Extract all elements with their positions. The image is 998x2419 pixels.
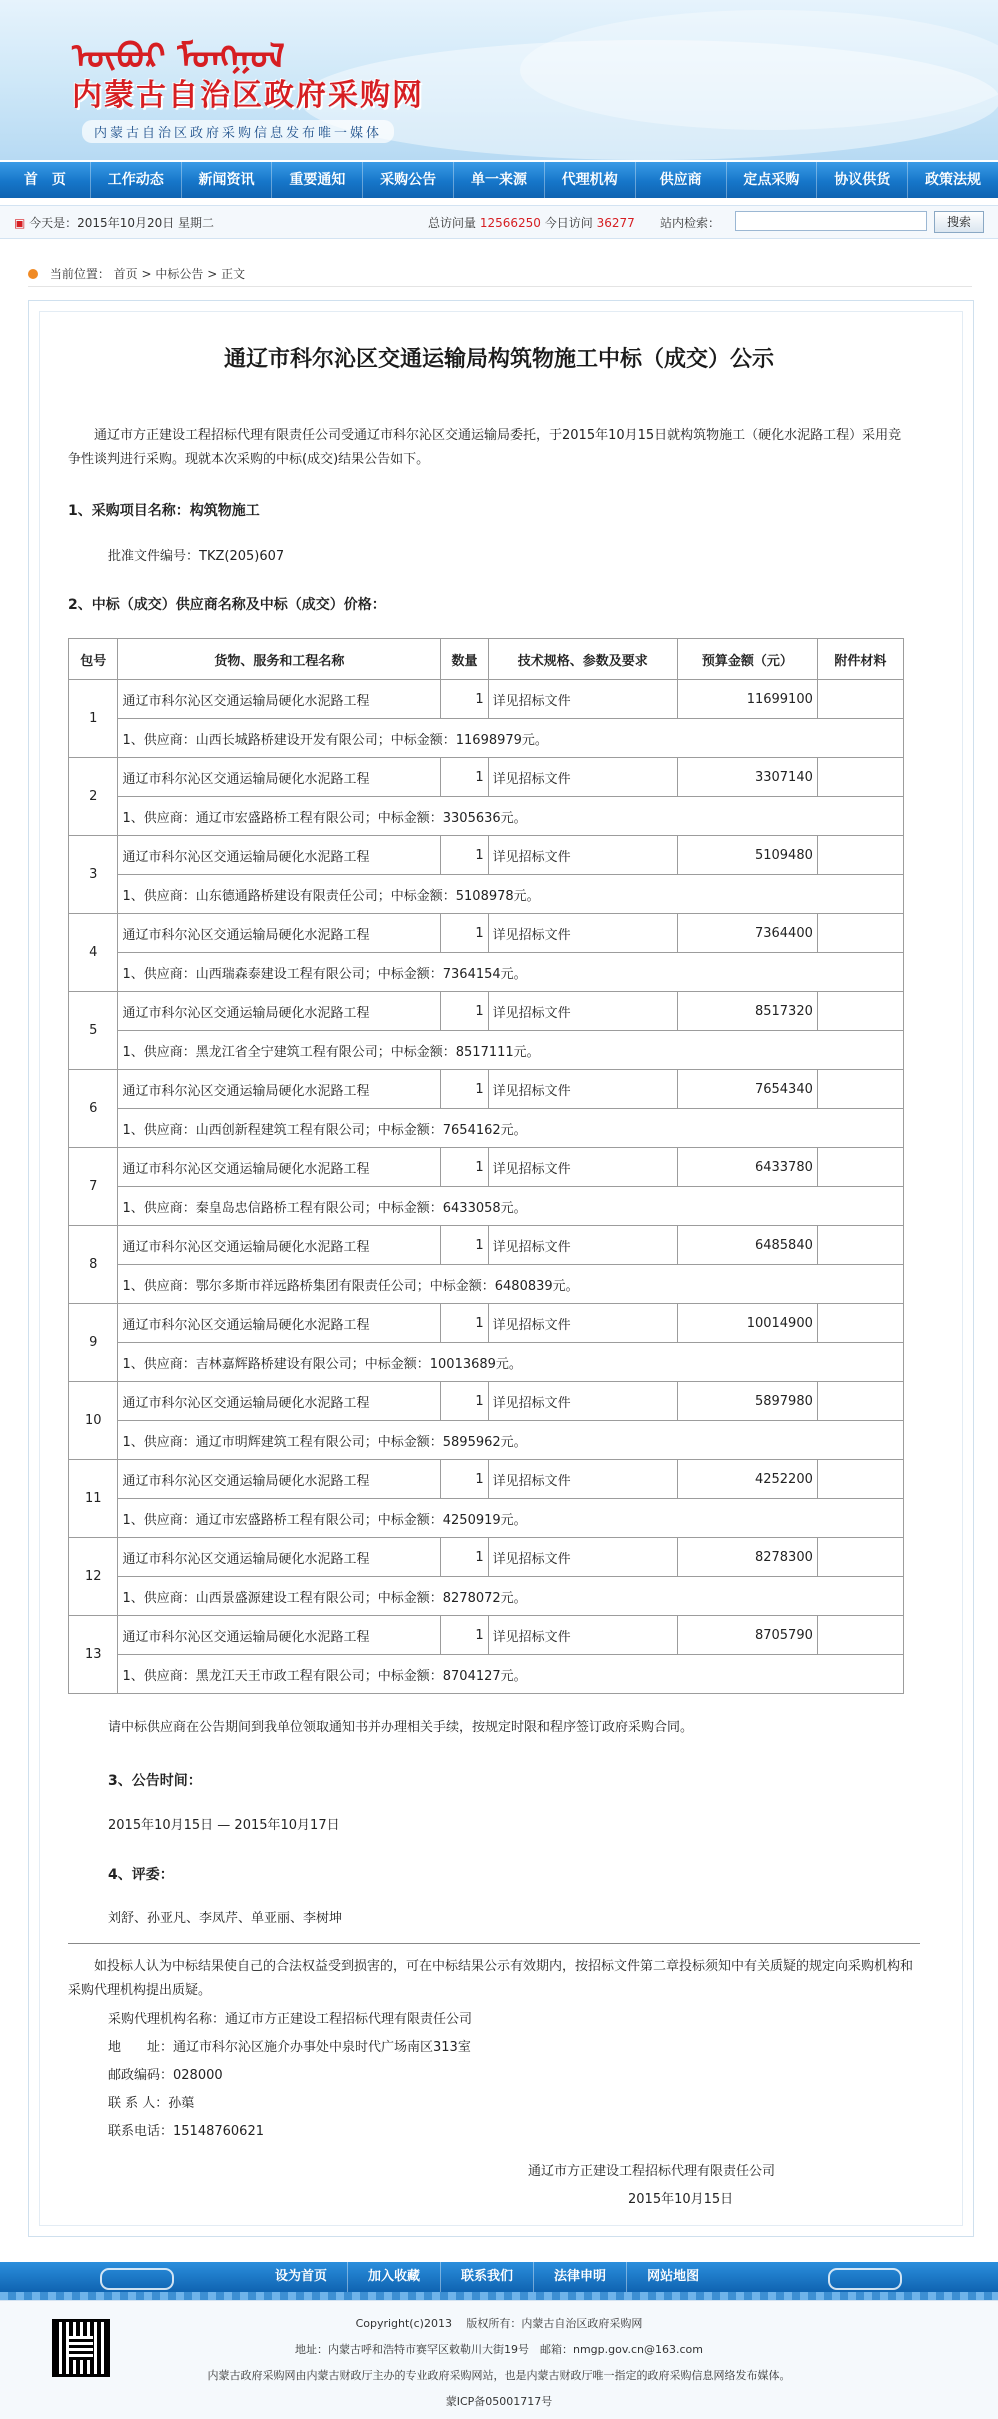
nav-item-work[interactable]: 工作动态 <box>91 162 182 198</box>
budget-cell: 7654340 <box>678 1070 818 1109</box>
project-name-cell: 通辽市科尔沁区交通运输局硬化水泥路工程 <box>118 680 441 719</box>
supplier-result-cell: 1、供应商：山西创新程建筑工程有限公司；中标金额：7654162元。 <box>118 1109 904 1148</box>
budget-cell: 10014900 <box>678 1304 818 1343</box>
footer-links <box>255 2262 719 2292</box>
quantity-cell: 1 <box>441 1304 488 1343</box>
supplier-result-cell: 1、供应商：秦皇岛忠信路桥工程有限公司；中标金额：6433058元。 <box>118 1187 904 1226</box>
breadcrumb-category[interactable]: 中标公告 <box>155 267 204 281</box>
spec-cell: 详见招标文件 <box>488 1304 677 1343</box>
budget-cell: 6433780 <box>678 1148 818 1187</box>
table-row <box>69 1109 904 1148</box>
announcement-period: 2015年10月15日 — 2015年10月17日 <box>108 1818 340 1833</box>
spec-cell: 详见招标文件 <box>488 1616 677 1655</box>
spec-cell: 详见招标文件 <box>488 1382 677 1421</box>
budget-cell: 5897980 <box>678 1382 818 1421</box>
table-row <box>69 875 904 914</box>
visit-counter: 总访问量 12566250 今日访问 36277 <box>428 216 635 230</box>
spec-cell: 详见招标文件 <box>488 1148 677 1187</box>
project-name-cell: 通辽市科尔沁区交通运输局硬化水泥路工程 <box>118 836 441 875</box>
footer-link-sitemap[interactable]: 网站地图 <box>647 2269 700 2284</box>
quantity-cell: 1 <box>441 1148 488 1187</box>
table-row <box>69 836 904 875</box>
spec-cell: 详见招标文件 <box>488 1538 677 1577</box>
spec-cell: 详见招标文件 <box>488 1070 677 1109</box>
footer-link-favorite[interactable]: 加入收藏 <box>348 2262 441 2292</box>
search-input[interactable] <box>735 211 927 231</box>
nav-item-single-source[interactable]: 单一来源 <box>454 162 545 198</box>
package-number-cell: 7 <box>69 1148 118 1226</box>
project-name-cell: 通辽市科尔沁区交通运输局硬化水泥路工程 <box>118 1304 441 1343</box>
spec-cell: 详见招标文件 <box>488 1460 677 1499</box>
budget-cell: 11699100 <box>678 680 818 719</box>
project-name-cell: 通辽市科尔沁区交通运输局硬化水泥路工程 <box>118 1382 441 1421</box>
table-row <box>69 1304 904 1343</box>
quantity-cell: 1 <box>441 1460 488 1499</box>
table-row <box>69 1031 904 1070</box>
breadcrumb: 当前位置： 首页 > 中标公告 > 正文 <box>28 265 245 282</box>
budget-cell: 3307140 <box>678 758 818 797</box>
nav-item-agreement[interactable]: 协议供货 <box>817 162 908 198</box>
quantity-cell: 1 <box>441 992 488 1031</box>
nav-item-news[interactable]: 新闻资讯 <box>182 162 273 198</box>
table-row <box>69 1226 904 1265</box>
nav-item-home[interactable]: 首 页 <box>0 162 91 198</box>
footer-address: 地址：内蒙古呼和浩特市赛罕区敕勒川大街19号 邮箱：nmgp.gov.cn@163.com <box>294 2343 703 2356</box>
attachment-cell[interactable] <box>817 914 903 953</box>
table-row <box>69 1343 904 1382</box>
col-header-spec: 技术规格、参数及要求 <box>488 639 677 680</box>
col-header-name: 货物、服务和工程名称 <box>118 639 441 680</box>
section-2-heading: 2、中标（成交）供应商名称及中标（成交）价格： <box>68 597 386 613</box>
table-row <box>69 1577 904 1616</box>
footer-copyright: Copyright(c)2013 版权所有：内蒙古自治区政府采购网 <box>355 2317 643 2330</box>
col-header-budget: 预算金额（元） <box>678 639 818 680</box>
search-label: 站内检索： <box>660 216 721 230</box>
budget-cell: 6485840 <box>678 1226 818 1265</box>
package-number-cell: 5 <box>69 992 118 1070</box>
footer-pattern-strip <box>0 2292 998 2300</box>
breadcrumb-separator: > <box>141 267 156 281</box>
footer-link-set-home[interactable]: 设为首页 <box>255 2262 348 2292</box>
attachment-cell[interactable] <box>817 1304 903 1343</box>
header-decoration <box>520 10 998 130</box>
calendar-icon: ▣ <box>14 216 30 230</box>
attachment-cell[interactable] <box>817 1538 903 1577</box>
nav-item-purchase[interactable]: 采购公告 <box>363 162 454 198</box>
judges-list: 刘舒、孙亚凡、李凤芹、单亚丽、李树坤 <box>108 1911 343 1926</box>
agency-name: 采购代理机构名称：通辽市方正建设工程招标代理有限责任公司 <box>108 2012 473 2027</box>
project-name-cell: 通辽市科尔沁区交通运输局硬化水泥路工程 <box>118 1148 441 1187</box>
quantity-cell: 1 <box>441 914 488 953</box>
agency-phone: 联系电话：15148760621 <box>108 2124 264 2139</box>
supplier-result-cell: 1、供应商：山西景盛源建设工程有限公司；中标金额：8278072元。 <box>118 1577 904 1616</box>
supplier-result-cell: 1、供应商：山西瑞森泰建设工程有限公司；中标金额：7364154元。 <box>118 953 904 992</box>
spec-cell: 详见招标文件 <box>488 758 677 797</box>
table-row <box>69 1655 904 1694</box>
budget-cell: 5109480 <box>678 836 818 875</box>
signature-date: 2015年10月15日 <box>628 2192 734 2207</box>
section-4-heading: 4、评委： <box>108 1867 174 1883</box>
quantity-cell: 1 <box>441 1538 488 1577</box>
table-row <box>69 1616 904 1655</box>
project-name-cell: 通辽市科尔沁区交通运输局硬化水泥路工程 <box>118 1616 441 1655</box>
table-row <box>69 1070 904 1109</box>
agency-postcode: 邮政编码：028000 <box>108 2068 223 2083</box>
section-1-heading: 1、采购项目名称：构筑物施工 <box>68 503 260 519</box>
attachment-cell[interactable] <box>817 1382 903 1421</box>
info-bar <box>0 205 998 239</box>
budget-cell: 8517320 <box>678 992 818 1031</box>
budget-cell: 8278300 <box>678 1538 818 1577</box>
table-row <box>69 680 904 719</box>
project-name-cell: 通辽市科尔沁区交通运输局硬化水泥路工程 <box>118 758 441 797</box>
agency-address: 地 址：通辽市科尔沁区施介办事处中泉时代广场南区313室 <box>108 2040 471 2055</box>
supplier-result-cell: 1、供应商：黑龙江天王市政工程有限公司；中标金额：8704127元。 <box>118 1655 904 1694</box>
table-row <box>69 1499 904 1538</box>
col-header-qty: 数量 <box>441 639 488 680</box>
project-name-cell: 通辽市科尔沁区交通运输局硬化水泥路工程 <box>118 1538 441 1577</box>
bid-results-table <box>68 638 904 1694</box>
package-number-cell: 4 <box>69 914 118 992</box>
package-number-cell: 13 <box>69 1616 118 1694</box>
table-row <box>69 953 904 992</box>
breadcrumb-separator: > <box>207 267 222 281</box>
spec-cell: 详见招标文件 <box>488 680 677 719</box>
package-number-cell: 12 <box>69 1538 118 1616</box>
table-row <box>69 992 904 1031</box>
breadcrumb-current: 正文 <box>221 267 246 281</box>
table-row <box>69 797 904 836</box>
breadcrumb-home[interactable]: 首页 <box>113 267 138 281</box>
budget-cell: 8705790 <box>678 1616 818 1655</box>
site-subtitle: 内蒙古自治区政府采购信息发布唯一媒体 <box>82 120 394 143</box>
divider <box>28 286 972 287</box>
supplier-result-cell: 1、供应商：山东德通路桥建设有限责任公司；中标金额：5108978元。 <box>118 875 904 914</box>
nav-item-notice[interactable]: 重要通知 <box>272 162 363 198</box>
attachment-cell[interactable] <box>817 1226 903 1265</box>
table-row <box>69 1382 904 1421</box>
site-footer <box>0 2300 998 2419</box>
table-body <box>69 680 904 1694</box>
quantity-cell: 1 <box>441 680 488 719</box>
project-name-cell: 通辽市科尔沁区交通运输局硬化水泥路工程 <box>118 1460 441 1499</box>
table-row <box>69 758 904 797</box>
approval-number: 批准文件编号：TKZ(205)607 <box>108 549 285 564</box>
package-number-cell: 3 <box>69 836 118 914</box>
location-icon <box>28 269 38 279</box>
package-number-cell: 10 <box>69 1382 118 1460</box>
attachment-cell[interactable] <box>817 758 903 797</box>
attachment-cell[interactable] <box>817 1148 903 1187</box>
search-button[interactable]: 搜索 <box>934 211 984 233</box>
site-title[interactable]: 内蒙古自治区政府采购网 <box>72 78 424 113</box>
today-date: ▣ 今天是：2015年10月20日 星期二 <box>14 216 215 230</box>
footer-statement: 内蒙古政府采购网由内蒙古财政厅主办的专业政府采购网站，也是内蒙古财政厅唯一指定的政府采购信息网络发布媒体。 <box>207 2369 791 2382</box>
agency-contact: 联 系 人：孙蕖 <box>108 2096 195 2111</box>
footer-link-contact[interactable]: 联系我们 <box>441 2262 534 2292</box>
table-row <box>69 1148 904 1187</box>
nav-item-policy[interactable]: 政策法规 <box>925 172 982 188</box>
table-row <box>69 1265 904 1304</box>
package-number-cell: 11 <box>69 1460 118 1538</box>
col-header-package: 包号 <box>69 639 118 680</box>
quantity-cell: 1 <box>441 836 488 875</box>
quantity-cell: 1 <box>441 1226 488 1265</box>
budget-cell: 7364400 <box>678 914 818 953</box>
attachment-cell[interactable] <box>817 680 903 719</box>
quantity-cell: 1 <box>441 758 488 797</box>
nav-item-supplier[interactable]: 供应商 <box>636 162 727 198</box>
table-row <box>69 719 904 758</box>
project-name-cell: 通辽市科尔沁区交通运输局硬化水泥路工程 <box>118 914 441 953</box>
package-number-cell: 1 <box>69 680 118 758</box>
section-3-heading: 3、公告时间： <box>108 1773 202 1789</box>
footer-link-legal[interactable]: 法律申明 <box>534 2262 627 2292</box>
divider <box>68 1943 920 1944</box>
footer-nav <box>0 2262 998 2292</box>
supplier-result-cell: 1、供应商：山西长城路桥建设开发有限公司；中标金额：11698979元。 <box>118 719 904 758</box>
table-row <box>69 1538 904 1577</box>
project-name-cell: 通辽市科尔沁区交通运输局硬化水泥路工程 <box>118 1226 441 1265</box>
nav-item-agency[interactable]: 代理机构 <box>545 162 636 198</box>
spec-cell: 详见招标文件 <box>488 1226 677 1265</box>
quantity-cell: 1 <box>441 1382 488 1421</box>
spec-cell: 详见招标文件 <box>488 914 677 953</box>
table-row <box>69 1187 904 1226</box>
table-header-row <box>69 639 904 680</box>
project-name-cell: 通辽市科尔沁区交通运输局硬化水泥路工程 <box>118 992 441 1031</box>
main-nav <box>0 162 998 198</box>
package-number-cell: 8 <box>69 1226 118 1304</box>
quantity-cell: 1 <box>441 1616 488 1655</box>
spec-cell: 详见招标文件 <box>488 836 677 875</box>
supplier-result-cell: 1、供应商：鄂尔多斯市祥远路桥集团有限责任公司；中标金额：6480839元。 <box>118 1265 904 1304</box>
attachment-cell[interactable] <box>817 836 903 875</box>
table-row <box>69 1421 904 1460</box>
supplier-result-cell: 1、供应商：通辽市宏盛路桥工程有限公司；中标金额：3305636元。 <box>118 797 904 836</box>
attachment-cell[interactable] <box>817 1616 903 1655</box>
budget-cell: 4252200 <box>678 1460 818 1499</box>
winner-notice: 请中标供应商在公告期间到我单位领取通知书并办理相关手续，按规定时限和程序签订政府采购合同。 <box>108 1720 694 1735</box>
attachment-cell[interactable] <box>817 1070 903 1109</box>
table-row <box>69 1460 904 1499</box>
supplier-result-cell: 1、供应商：黑龙江省全宁建筑工程有限公司；中标金额：8517111元。 <box>118 1031 904 1070</box>
mongolian-logo-text: ᠦᠪᠦᠷ ᠮᠣᠩᠭᠣᠯ <box>72 37 285 77</box>
cloud-ornament-icon <box>100 2268 174 2290</box>
site-header <box>0 0 998 160</box>
supplier-result-cell: 1、供应商：吉林嘉辉路桥建设有限公司；中标金额：10013689元。 <box>118 1343 904 1382</box>
article-intro: 通辽市方正建设工程招标代理有限责任公司受通辽市科尔沁区交通运输局委托，于2015年10月15日就构筑物施工（硬化水泥路工程）采用竞争性谈判进行采购。现就本次采购的中标(成交)结果公告如下。 <box>68 428 902 467</box>
spec-cell: 详见招标文件 <box>488 992 677 1031</box>
col-header-attachment: 附件材料 <box>817 639 903 680</box>
nav-item-designated[interactable]: 定点采购 <box>727 162 818 198</box>
attachment-cell[interactable] <box>817 1460 903 1499</box>
supplier-result-cell: 1、供应商：通辽市宏盛路桥工程有限公司；中标金额：4250919元。 <box>118 1499 904 1538</box>
project-name-cell: 通辽市科尔沁区交通运输局硬化水泥路工程 <box>118 1070 441 1109</box>
cloud-ornament-icon <box>828 2268 902 2290</box>
complaint-notice: 如投标人认为中标结果使自己的合法权益受到损害的，可在中标结果公示有效期内，按招标文件第二章投标须知中有关质疑的规定向采购机构和采购代理机构提出质疑。 <box>68 1959 914 1998</box>
supplier-result-cell: 1、供应商：通辽市明辉建筑工程有限公司；中标金额：5895962元。 <box>118 1421 904 1460</box>
package-number-cell: 2 <box>69 758 118 836</box>
quantity-cell: 1 <box>441 1070 488 1109</box>
signature-company: 通辽市方正建设工程招标代理有限责任公司 <box>528 2164 776 2179</box>
article-title: 通辽市科尔沁区交通运输局构筑物施工中标（成交）公示 <box>223 346 774 372</box>
table-row <box>69 914 904 953</box>
package-number-cell: 6 <box>69 1070 118 1148</box>
attachment-cell[interactable] <box>817 992 903 1031</box>
package-number-cell: 9 <box>69 1304 118 1382</box>
footer-icp[interactable]: 蒙ICP备05001717号 <box>445 2395 553 2408</box>
